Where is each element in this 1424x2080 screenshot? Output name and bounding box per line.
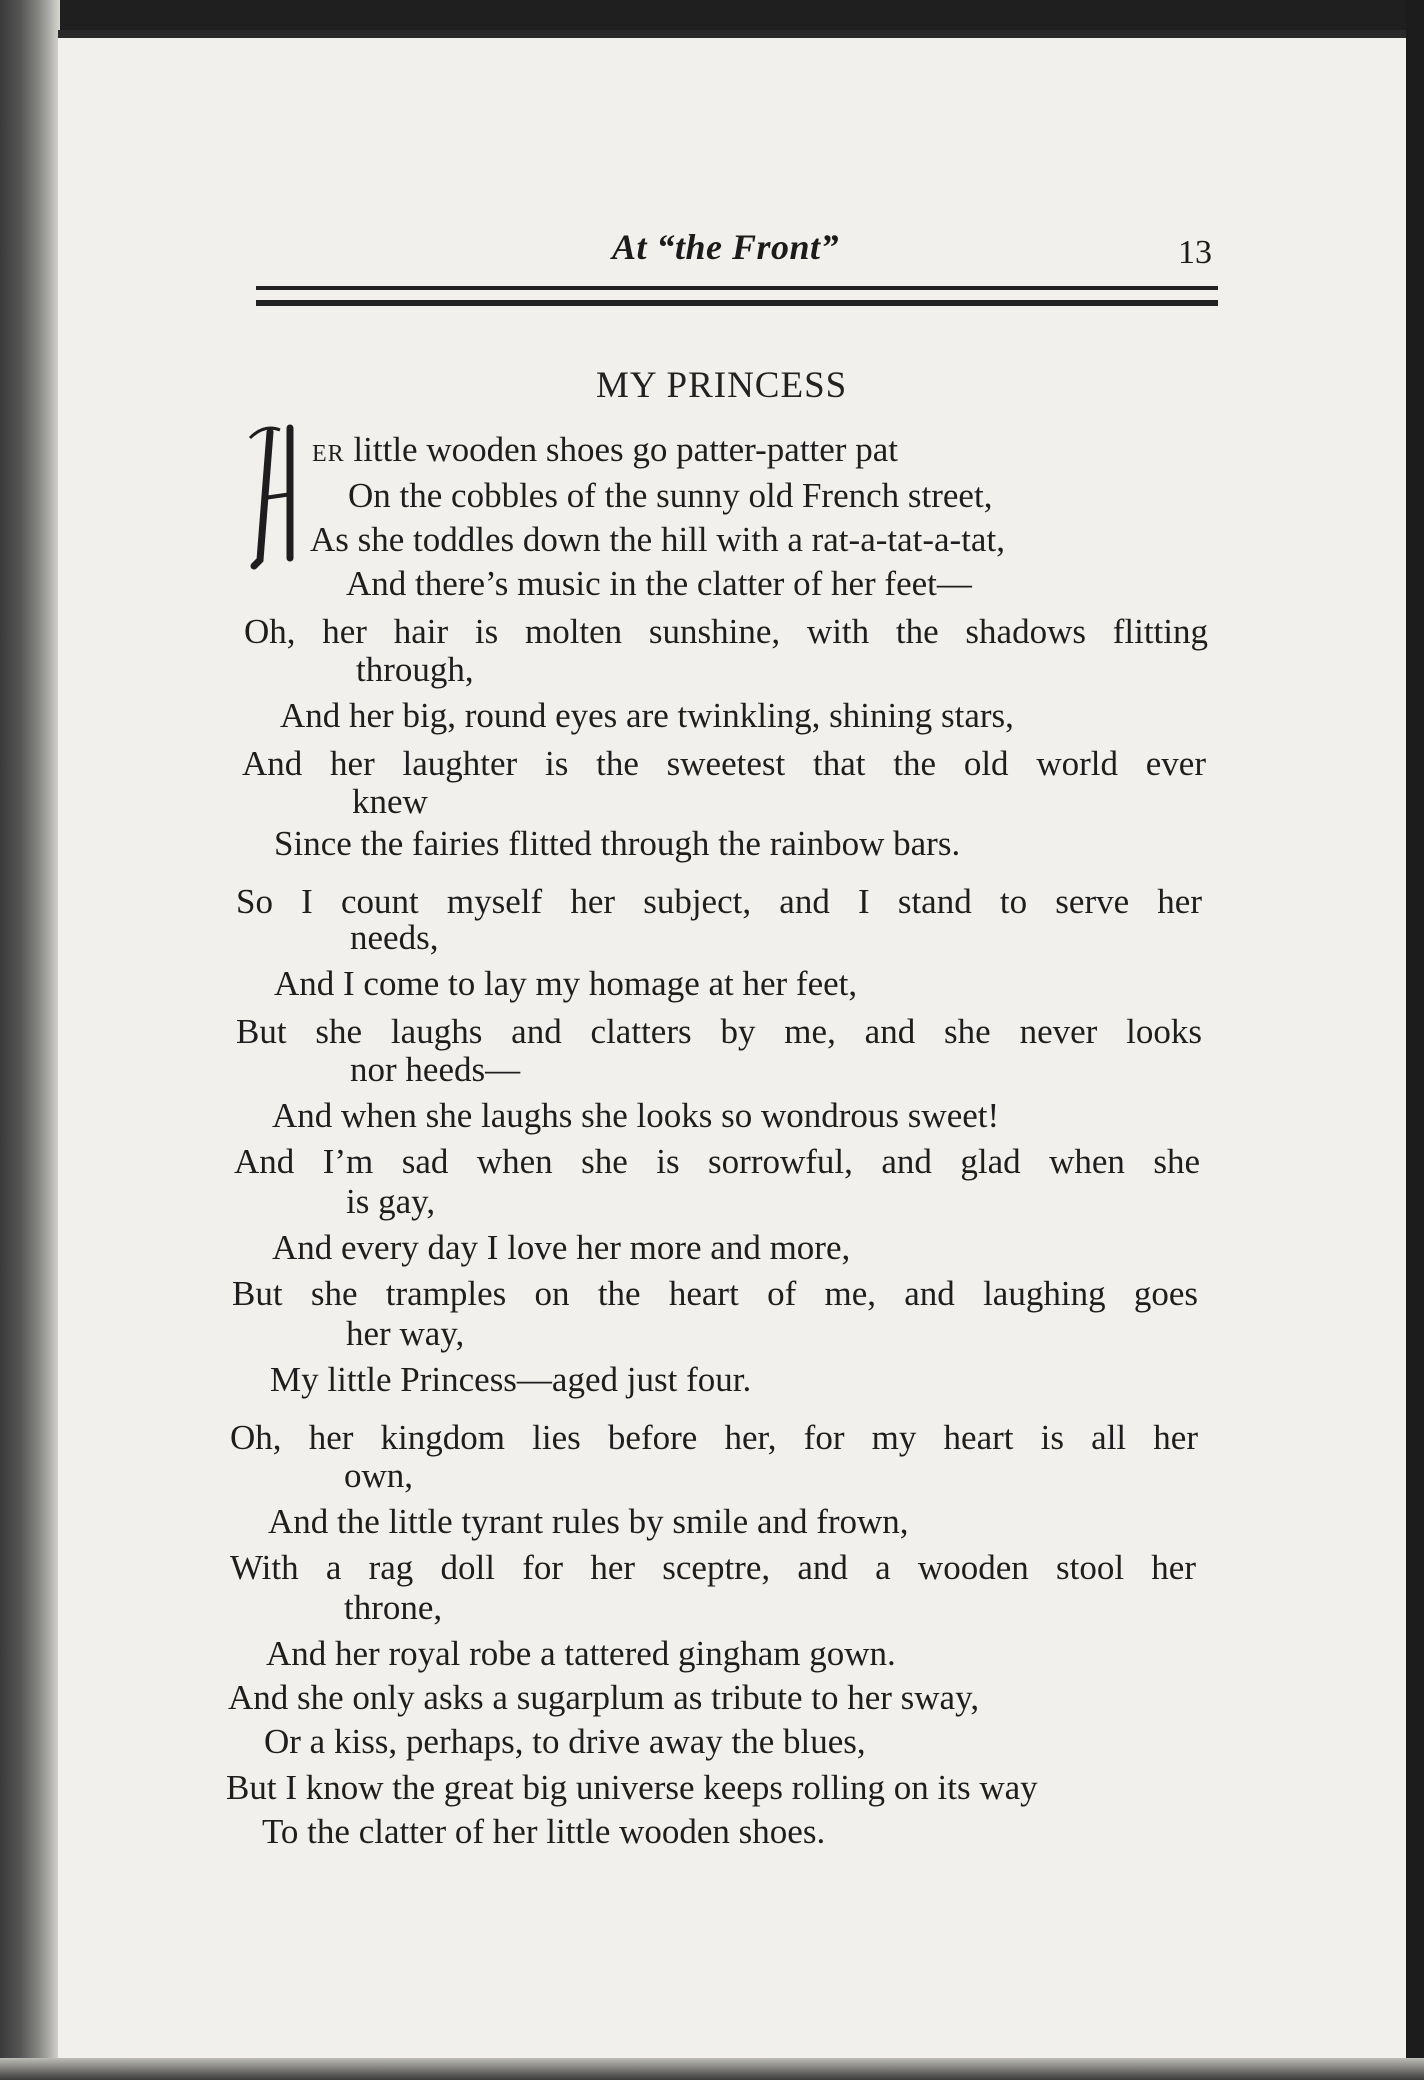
poem-line: And the little tyrant rules by smile and frown, (268, 1502, 909, 1541)
header-rule-thick (256, 300, 1218, 306)
poem-line-continuation: is gay, (346, 1182, 436, 1221)
running-head: At “the Front” (612, 227, 840, 267)
poem-line-1 (312, 432, 898, 467)
poem-line: But she tramples on the heart of me, and laughing goes (232, 1274, 1198, 1313)
header-rule-thin (256, 286, 1218, 290)
page-edge-right (1406, 0, 1424, 2080)
poem-line: And every day I love her more and more, (272, 1228, 851, 1267)
poem-line-continuation: nor heeds— (350, 1050, 521, 1089)
page-number: 13 (1178, 234, 1212, 271)
poem-line: And she only asks a sugarplum as tribute to her sway, (228, 1678, 980, 1717)
poem-line: With a rag doll for her sceptre, and a wooden stool her (230, 1548, 1196, 1587)
poem-line-continuation: needs, (350, 918, 439, 957)
poem-title: MY PRINCESS (596, 365, 848, 406)
poem-line: My little Princess—aged just four. (270, 1360, 752, 1399)
poem-line: And her royal robe a tattered gingham gown. (266, 1634, 896, 1673)
poem-line: So I count myself her subject, and I stand to serve her (236, 882, 1202, 921)
poem-line-continuation: knew (352, 782, 428, 821)
poem-line-continuation: her way, (346, 1314, 465, 1353)
poem-line-continuation: through, (356, 650, 474, 689)
poem-line: And I come to lay my homage at her feet, (274, 964, 858, 1003)
poem-line: And when she laughs she looks so wondrous sweet! (272, 1096, 1000, 1135)
poem-line: But she laughs and clatters by me, and she never looks (236, 1012, 1202, 1051)
poem-line: As she toddles down the hill with a rat-a-tat-a-tat, (310, 520, 1005, 559)
poem-line: And I’m sad when she is sorrowful, and glad when she (234, 1142, 1200, 1181)
poem-line: Or a kiss, perhaps, to drive away the blues, (264, 1722, 866, 1761)
poem-line-text: little wooden shoes go patter-patter pat (344, 430, 898, 469)
poem-line: On the cobbles of the sunny old French street, (348, 476, 993, 515)
poem-line: Since the fairies flitted through the rainbow bars. (274, 824, 961, 863)
page-edge-bottom (0, 2058, 1424, 2080)
book-spine (0, 0, 60, 2080)
poem-line-continuation: own, (344, 1456, 414, 1495)
poem-line: And her laughter is the sweetest that the old world ever (242, 744, 1206, 783)
poem-line-continuation: throne, (344, 1588, 443, 1627)
poem-line: And there’s music in the clatter of her feet— (346, 564, 972, 603)
poem-line: Oh, her kingdom lies before her, for my heart is all her (230, 1418, 1198, 1457)
poem-line: Oh, her hair is molten sunshine, with the shadows flitting (244, 612, 1208, 651)
poem-line: To the clatter of her little wooden shoes. (262, 1812, 826, 1851)
dropcap-h-ornament (246, 420, 306, 570)
poem-line: And her big, round eyes are twinkling, shining stars, (280, 696, 1014, 735)
poem-line: But I know the great big universe keeps rolling on its way (226, 1768, 1038, 1807)
first-line-smallcaps: ER (312, 441, 345, 467)
